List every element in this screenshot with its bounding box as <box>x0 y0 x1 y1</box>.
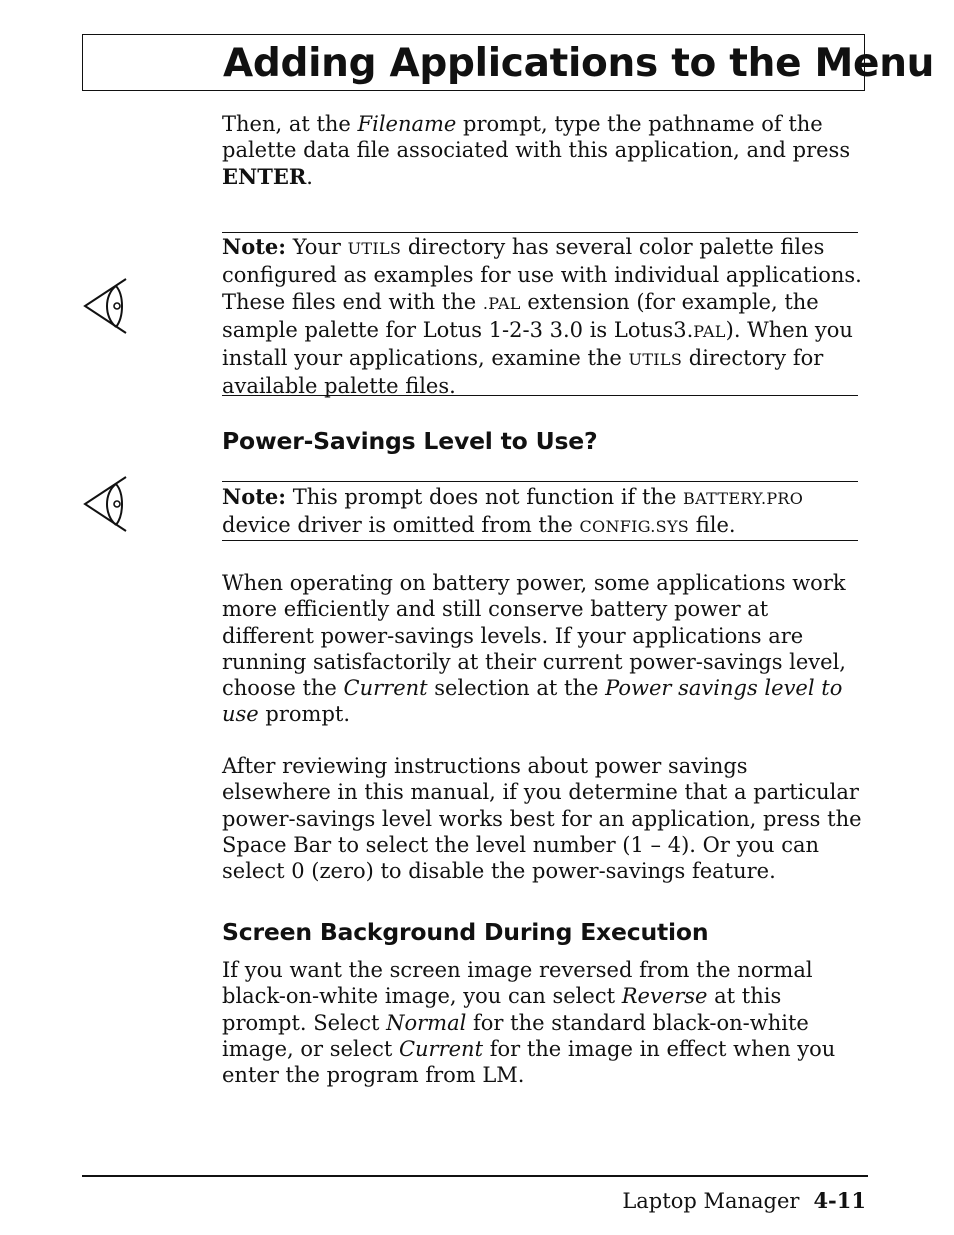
power-paragraph-1 <box>222 570 862 728</box>
note-paragraph-utils <box>222 234 862 400</box>
title-box <box>82 34 935 91</box>
utils-term: UTILS <box>628 350 683 370</box>
text: file. <box>689 513 736 538</box>
text: selection at the <box>427 676 606 701</box>
note-rule-top <box>222 232 858 233</box>
page-footer <box>622 1188 866 1213</box>
eye-icon <box>82 475 128 533</box>
battery-term: BATTERY.PRO <box>683 489 804 508</box>
pal-term: .PAL <box>482 293 521 313</box>
text: prompt. <box>258 702 351 727</box>
text: extension (for example, the sample palette for Lotus 1-2-3 3.0 is Lotus3. <box>222 289 819 342</box>
text: prompt, type the pathname of the palette data file associated with this application, and press <box>222 112 851 163</box>
note-rule-top <box>222 481 858 482</box>
text: for the standard black-on-white image, or select <box>222 1010 809 1061</box>
text: If you want the screen image reversed from the normal black-on-white image, you can select <box>222 958 813 1009</box>
reverse-term: Reverse <box>621 984 708 1009</box>
note-label: Note: <box>222 234 287 259</box>
text: for the image in effect when you enter the program from LM. <box>222 1036 836 1088</box>
current-term: Current <box>398 1036 484 1061</box>
text: device driver is omitted from the <box>222 513 580 538</box>
eye-icon <box>82 277 128 335</box>
prompt-term: Power savings level to use <box>222 676 843 727</box>
section-heading-screen: Screen Background During Execution <box>222 918 709 946</box>
footer-manual-name: Laptop Manager <box>622 1189 800 1213</box>
pal-term: PAL <box>693 321 726 341</box>
note-label: Note: <box>222 484 287 509</box>
text: This prompt does not function if the <box>286 485 684 509</box>
utils-term: UTILS <box>347 239 402 258</box>
text: ). When you install your applications, examine the <box>222 317 853 371</box>
power-paragraph-2: After reviewing instructions about power savings elsewhere in this manual, if you determine that a particular power-savings level works best for an application, press the Space Bar to select the level number (1 – 4). Or you can select 0 (zero) to disable the power-savings feature. <box>222 754 862 884</box>
note-paragraph-battery <box>222 484 862 541</box>
filename-term: Filename <box>357 112 457 136</box>
current-term: Current <box>343 676 428 701</box>
normal-term: Normal <box>386 1010 467 1035</box>
text: Your <box>286 235 348 259</box>
config-term: CONFIG.SYS <box>579 517 690 537</box>
screen-paragraph <box>222 957 862 1088</box>
enter-key: ENTER <box>222 163 307 189</box>
text: . <box>306 164 313 189</box>
page-number: 4-11 <box>813 1188 866 1213</box>
text: When operating on battery power, some applications work more efficiently and still conserve battery power at different power-savings levels. If your applications are running satisfactorily at their current power-savings level, choose the <box>222 571 846 701</box>
intro-paragraph <box>222 111 862 190</box>
text: directory for available palette files. <box>222 346 824 399</box>
note-rule-bottom <box>222 395 858 396</box>
page-title: Adding Applications to the Menu <box>223 41 935 86</box>
text: at this prompt. Select <box>222 984 782 1035</box>
text: directory has several color palette files configured as examples for use with individual applications. These files end with the <box>222 235 862 314</box>
footer-rule <box>82 1175 868 1177</box>
section-heading-power: Power-Savings Level to Use? <box>222 427 598 455</box>
text: Then, at the <box>222 112 358 136</box>
note-rule-bottom <box>222 540 858 541</box>
